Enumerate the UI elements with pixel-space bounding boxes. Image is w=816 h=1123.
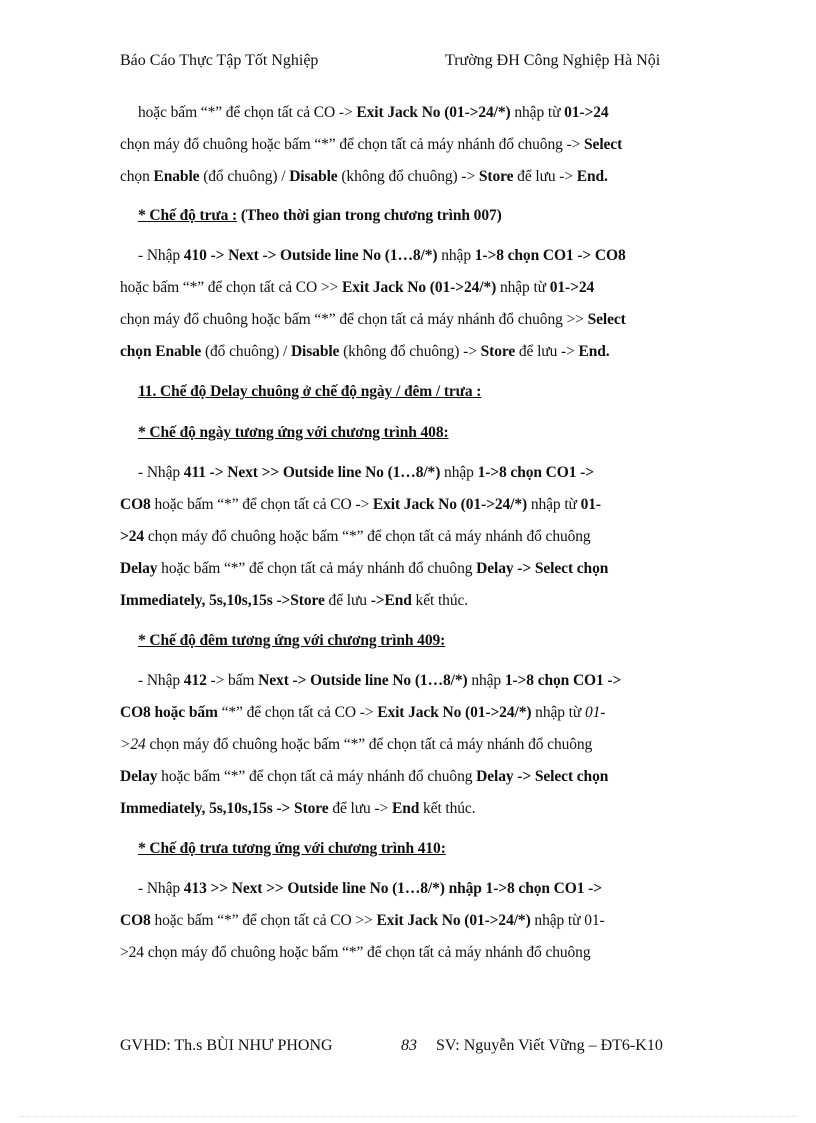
text-run: để lưu bbox=[324, 592, 371, 609]
text-run: chọn máy đổ chuông hoặc bấm “*” để chọn tất cả máy nhánh đổ chuông -> bbox=[120, 136, 585, 153]
text-run: CO8 hoặc bấm bbox=[120, 704, 218, 721]
text-run: (Theo thời gian trong chương trình 007) bbox=[237, 207, 502, 224]
text-run: Exit Jack No (01->24/*) bbox=[372, 496, 528, 513]
text-line bbox=[120, 944, 590, 962]
text-run: để lưu -> bbox=[515, 343, 579, 360]
text-line bbox=[120, 912, 605, 930]
text-run: CO8 bbox=[120, 912, 151, 929]
text-line bbox=[120, 136, 622, 154]
text-run: End. bbox=[576, 168, 608, 185]
header-title-left: Báo Cáo Thực Tập Tốt Nghiệp bbox=[120, 52, 319, 69]
text-line bbox=[120, 311, 626, 329]
text-run: Delay -> Select chọn bbox=[476, 560, 609, 577]
text-run: nhập từ bbox=[531, 704, 585, 721]
text-run: (không đổ chuông) -> bbox=[337, 168, 479, 185]
footer-supervisor: GVHD: Th.s BÙI NHƯ PHONG bbox=[120, 1037, 333, 1054]
text-run: Store bbox=[478, 168, 514, 185]
text-run: Select bbox=[584, 136, 623, 153]
text-run: Exit Jack No (01->24/*) bbox=[356, 104, 511, 121]
text-line bbox=[120, 343, 610, 361]
text-line bbox=[138, 207, 502, 225]
text-run: 411 -> Next >> Outside line No (1…8/*) bbox=[183, 464, 441, 481]
text-run: (đổ chuông) / bbox=[201, 343, 291, 360]
text-run: Delay -> Select chọn bbox=[476, 768, 609, 785]
text-run: kết thúc. bbox=[411, 592, 469, 609]
text-run: 11. Chế độ Delay chuông ở chế độ ngày / đêm / trưa : bbox=[138, 383, 482, 400]
text-line bbox=[138, 383, 481, 401]
header-title-right: Trường ĐH Công Nghiệp Hà Nội bbox=[445, 52, 661, 69]
text-line bbox=[138, 672, 621, 690]
text-line bbox=[120, 768, 608, 786]
text-run: chọn Enable bbox=[120, 343, 202, 360]
text-run: Exit Jack No (01->24/*) bbox=[376, 912, 531, 929]
text-run: kết thúc. bbox=[419, 800, 476, 817]
text-line bbox=[120, 528, 591, 546]
text-run: chọn máy đổ chuông hoặc bấm “*” để chọn tất cả máy nhánh đổ chuông >> bbox=[120, 311, 588, 328]
text-run: nhập từ bbox=[496, 279, 550, 296]
text-line bbox=[138, 104, 609, 122]
text-run: End. bbox=[578, 343, 610, 360]
text-run: 01- bbox=[584, 704, 606, 721]
text-run: >24 bbox=[120, 736, 146, 753]
text-line bbox=[138, 464, 594, 482]
text-run: * Chế độ trưa tương ứng với chương trình 410: bbox=[138, 840, 446, 857]
text-run: * Chế độ đêm tương ứng với chương trình 409: bbox=[138, 632, 446, 649]
text-run: -> bấm bbox=[206, 672, 259, 689]
text-run: - Nhập bbox=[138, 247, 184, 264]
text-run: (không đổ chuông) -> bbox=[339, 343, 481, 360]
text-run: * Chế độ ngày tương ứng với chương trình 408: bbox=[138, 424, 449, 441]
text-line bbox=[120, 279, 594, 297]
text-run: 01- bbox=[580, 496, 601, 513]
text-line bbox=[138, 424, 449, 442]
text-run: Disable bbox=[290, 343, 340, 360]
text-run: Next -> Outside line No (1…8/*) bbox=[258, 672, 468, 689]
text-run: (đổ chuông) / bbox=[199, 168, 290, 185]
text-run: 413 >> Next >> Outside line No (1…8/*) nhập 1->8 chọn CO1 -> bbox=[183, 880, 602, 897]
text-run: >24 chọn máy đổ chuông hoặc bấm “*” để chọn tất cả máy nhánh đổ chuông bbox=[120, 944, 591, 961]
text-run: 412 bbox=[183, 672, 207, 689]
text-run: End bbox=[391, 800, 420, 817]
text-run: hoặc bấm “*” để chọn tất cả máy nhánh đổ chuông bbox=[157, 560, 477, 577]
text-run: Select bbox=[587, 311, 626, 328]
text-run: 410 -> Next -> Outside line No (1…8/*) bbox=[183, 247, 438, 264]
text-run: hoặc bấm “*” để chọn tất cả máy nhánh đổ chuông bbox=[157, 768, 477, 785]
text-run: >24 bbox=[120, 528, 145, 545]
page-edge-divider bbox=[20, 1116, 796, 1117]
text-line bbox=[120, 704, 605, 722]
text-line bbox=[138, 840, 446, 858]
text-run: để lưu -> bbox=[328, 800, 392, 817]
text-run: nhập từ bbox=[527, 496, 581, 513]
text-run: - Nhập bbox=[138, 672, 184, 689]
text-run: Immediately, 5s,10s,15s -> Store bbox=[120, 800, 329, 817]
text-run: chọn bbox=[120, 168, 154, 185]
text-line bbox=[120, 800, 475, 818]
text-run: Enable bbox=[153, 168, 200, 185]
text-run: Delay bbox=[120, 768, 158, 785]
text-run: chọn máy đổ chuông hoặc bấm “*” để chọn tất cả máy nhánh đổ chuông bbox=[145, 736, 593, 753]
text-run: nhập bbox=[467, 672, 505, 689]
text-run: hoặc bấm “*” để chọn tất cả CO -> bbox=[138, 104, 357, 121]
text-run: 1->8 chọn CO1 -> bbox=[504, 672, 622, 689]
text-run: chọn máy đổ chuông hoặc bấm “*” để chọn tất cả máy nhánh đổ chuông bbox=[144, 528, 591, 545]
text-run: nhập bbox=[437, 247, 475, 264]
text-run: - Nhập bbox=[138, 880, 184, 897]
text-run: 01->24 bbox=[564, 104, 609, 121]
text-line bbox=[120, 168, 608, 186]
footer-student: SV: Nguyễn Viết Vững – ĐT6-K10 bbox=[436, 1037, 663, 1054]
text-run: Delay bbox=[120, 560, 158, 577]
text-line bbox=[120, 560, 608, 578]
text-run: 1->8 chọn CO1 -> CO8 bbox=[474, 247, 626, 264]
text-run: hoặc bấm “*” để chọn tất cả CO -> bbox=[150, 496, 373, 513]
text-run: hoặc bấm “*” để chọn tất cả CO >> bbox=[150, 912, 377, 929]
text-line bbox=[120, 592, 468, 610]
text-run: 01->24 bbox=[549, 279, 595, 296]
text-run: Exit Jack No (01->24/*) bbox=[377, 704, 532, 721]
text-run: ->End bbox=[370, 592, 412, 609]
text-line bbox=[138, 247, 626, 265]
text-line bbox=[138, 880, 602, 898]
text-run: CO8 bbox=[120, 496, 151, 513]
text-line bbox=[120, 496, 601, 514]
text-run: nhập bbox=[440, 464, 478, 481]
text-run: Exit Jack No (01->24/*) bbox=[341, 279, 497, 296]
text-line bbox=[120, 736, 592, 754]
text-run: nhập từ 01- bbox=[530, 912, 605, 929]
text-run: 1->8 chọn CO1 -> bbox=[477, 464, 594, 481]
text-run: Disable bbox=[289, 168, 338, 185]
text-run: - Nhập bbox=[138, 464, 184, 481]
text-run: nhập từ bbox=[510, 104, 565, 121]
text-run: Store bbox=[480, 343, 516, 360]
text-line bbox=[138, 632, 445, 650]
text-run: để lưu -> bbox=[513, 168, 577, 185]
text-run: hoặc bấm “*” để chọn tất cả CO >> bbox=[120, 279, 342, 296]
text-run: “*” để chọn tất cả CO -> bbox=[217, 704, 378, 721]
text-run: * Chế độ trưa : bbox=[138, 207, 238, 224]
text-run: Immediately, 5s,10s,15s ->Store bbox=[120, 592, 325, 609]
page-number: 83 bbox=[401, 1037, 417, 1054]
